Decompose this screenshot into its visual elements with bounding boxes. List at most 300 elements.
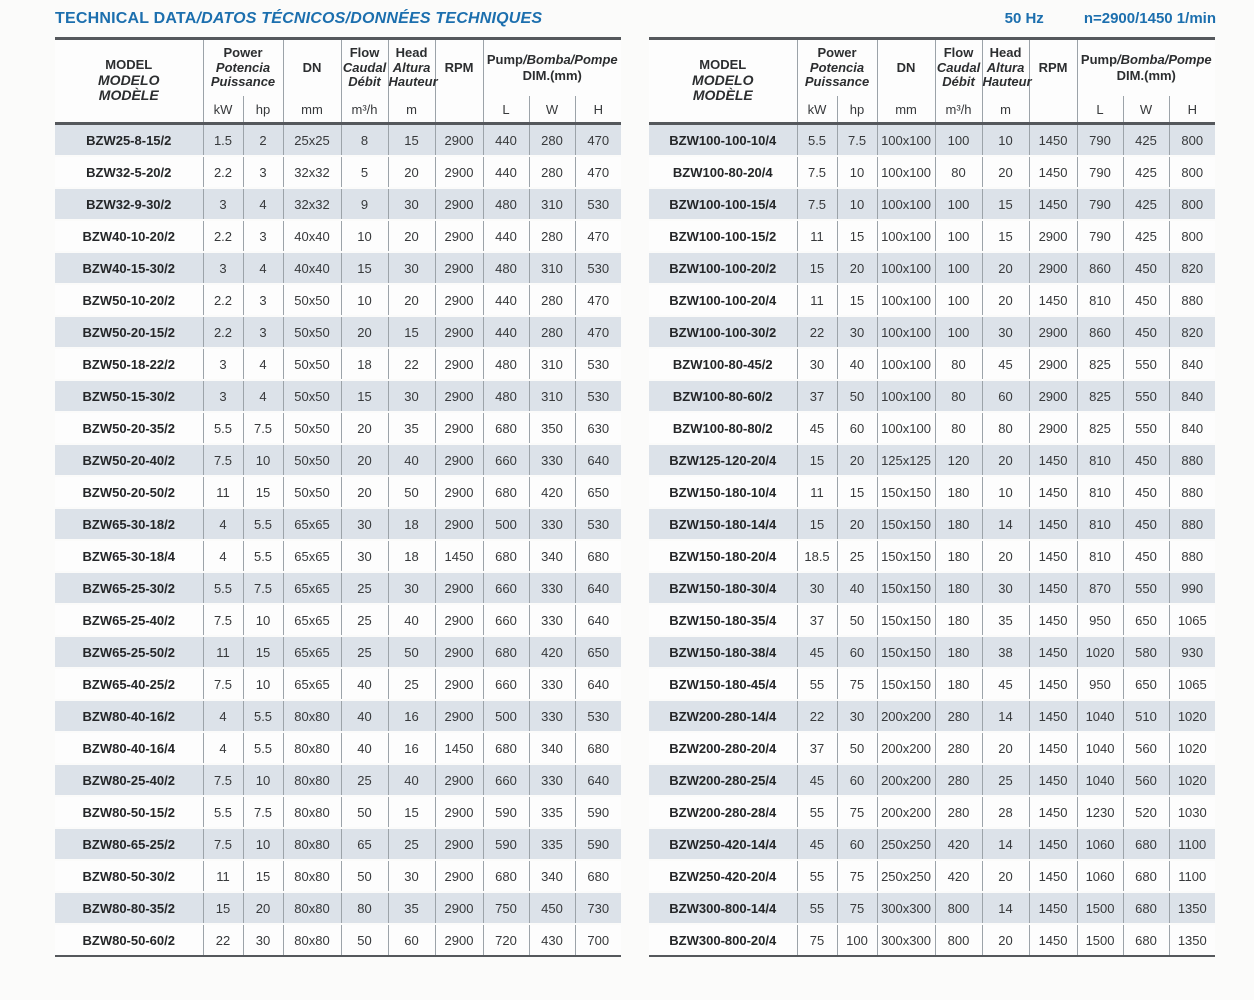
value-cell: 950 (1077, 668, 1123, 700)
value-cell: 680 (483, 412, 529, 444)
value-cell: 680 (483, 476, 529, 508)
value-cell: 10 (837, 156, 877, 188)
table-row (649, 828, 1215, 860)
table-row (55, 572, 621, 604)
model-cell: BZW100-80-20/4 (649, 156, 797, 188)
value-cell: 5.5 (243, 508, 283, 540)
unit-mm: mm (877, 96, 935, 124)
value-cell: 18 (388, 508, 435, 540)
unit-kw: kW (203, 96, 243, 124)
value-cell: 40 (388, 604, 435, 636)
value-cell: 1060 (1077, 860, 1123, 892)
value-cell: 2900 (435, 508, 483, 540)
table-row (55, 636, 621, 668)
value-cell: 180 (935, 508, 982, 540)
spec-table-right (649, 37, 1215, 957)
value-cell: 1500 (1077, 924, 1123, 956)
value-cell: 2900 (435, 892, 483, 924)
value-cell: 10 (341, 220, 388, 252)
model-cell: BZW100-100-30/2 (649, 316, 797, 348)
value-cell: 530 (575, 348, 621, 380)
value-cell: 60 (837, 636, 877, 668)
table-body-right (649, 124, 1215, 957)
value-cell: 640 (575, 604, 621, 636)
dimensions-column-header: Pump/Bomba/Pompe DIM.(mm) (1080, 51, 1212, 83)
table-row (55, 508, 621, 540)
spec-table-left (55, 37, 621, 957)
value-cell: 450 (1123, 316, 1169, 348)
frequency-label: 50 Hz (1004, 10, 1044, 27)
value-cell: 15 (341, 252, 388, 284)
value-cell: 32x32 (283, 188, 341, 220)
value-cell: 20 (982, 540, 1029, 572)
table-row (55, 924, 621, 956)
value-cell: 2900 (1029, 316, 1077, 348)
value-cell: 730 (575, 892, 621, 924)
unit-hp: hp (243, 96, 283, 124)
page-title (55, 10, 542, 28)
value-cell: 930 (1169, 636, 1215, 668)
value-cell: 800 (1169, 188, 1215, 220)
model-cell: BZW100-100-10/4 (649, 124, 797, 157)
value-cell: 330 (529, 668, 575, 700)
table-row (55, 284, 621, 316)
table-row (649, 860, 1215, 892)
value-cell: 100x100 (877, 252, 935, 284)
value-cell: 1450 (1029, 860, 1077, 892)
unit-hp: hp (837, 96, 877, 124)
model-cell: BZW65-30-18/4 (55, 540, 203, 572)
value-cell: 810 (1077, 508, 1123, 540)
table-row (649, 316, 1215, 348)
value-cell: 340 (529, 540, 575, 572)
value-cell: 25 (837, 540, 877, 572)
value-cell: 50x50 (283, 412, 341, 444)
value-cell: 1065 (1169, 604, 1215, 636)
model-cell: BZW65-40-25/2 (55, 668, 203, 700)
value-cell: 880 (1169, 444, 1215, 476)
value-cell: 38 (982, 636, 1029, 668)
flow-column-header: Flow Caudal Débit (341, 39, 388, 97)
model-cell: BZW80-50-60/2 (55, 924, 203, 956)
value-cell: 15 (243, 636, 283, 668)
value-cell: 530 (575, 380, 621, 412)
value-cell: 2900 (435, 668, 483, 700)
value-cell: 75 (837, 796, 877, 828)
value-cell: 950 (1077, 604, 1123, 636)
value-cell: 1450 (1029, 924, 1077, 956)
value-cell: 810 (1077, 284, 1123, 316)
table-row (649, 508, 1215, 540)
model-cell: BZW50-15-30/2 (55, 380, 203, 412)
value-cell: 2900 (435, 412, 483, 444)
value-cell: 20 (837, 444, 877, 476)
value-cell: 680 (575, 732, 621, 764)
value-cell: 60 (837, 764, 877, 796)
value-cell: 65x65 (283, 604, 341, 636)
value-cell: 280 (935, 796, 982, 828)
value-cell: 2900 (1029, 380, 1077, 412)
value-cell: 25 (341, 764, 388, 796)
table-row (649, 668, 1215, 700)
value-cell: 80 (935, 412, 982, 444)
value-cell: 40x40 (283, 252, 341, 284)
value-cell: 330 (529, 604, 575, 636)
value-cell: 1040 (1077, 700, 1123, 732)
value-cell: 50x50 (283, 284, 341, 316)
value-cell: 100x100 (877, 188, 935, 220)
value-cell: 680 (1123, 892, 1169, 924)
value-cell: 2900 (435, 252, 483, 284)
value-cell: 1450 (1029, 732, 1077, 764)
model-cell: BZW32-5-20/2 (55, 156, 203, 188)
value-cell: 4 (243, 380, 283, 412)
value-cell: 180 (935, 572, 982, 604)
value-cell: 10 (243, 828, 283, 860)
value-cell: 100 (935, 124, 982, 157)
value-cell: 880 (1169, 508, 1215, 540)
value-cell: 5 (341, 156, 388, 188)
unit-h: H (1169, 96, 1215, 124)
value-cell: 450 (529, 892, 575, 924)
value-cell: 750 (483, 892, 529, 924)
value-cell: 22 (388, 348, 435, 380)
value-cell: 45 (982, 348, 1029, 380)
value-cell: 45 (797, 828, 837, 860)
model-cell: BZW150-180-35/4 (649, 604, 797, 636)
value-cell: 2900 (435, 764, 483, 796)
value-cell: 660 (483, 444, 529, 476)
value-cell: 7.5 (837, 124, 877, 157)
value-cell: 1450 (1029, 604, 1077, 636)
value-cell: 7.5 (243, 412, 283, 444)
value-cell: 820 (1169, 252, 1215, 284)
value-cell: 80x80 (283, 732, 341, 764)
value-cell: 30 (837, 316, 877, 348)
value-cell: 310 (529, 188, 575, 220)
value-cell: 2900 (435, 284, 483, 316)
value-cell: 100x100 (877, 316, 935, 348)
value-cell: 180 (935, 540, 982, 572)
value-cell: 40 (341, 668, 388, 700)
value-cell: 440 (483, 316, 529, 348)
table-row (55, 732, 621, 764)
value-cell: 330 (529, 444, 575, 476)
value-cell: 1040 (1077, 732, 1123, 764)
model-cell: BZW80-40-16/2 (55, 700, 203, 732)
value-cell: 14 (982, 508, 1029, 540)
value-cell: 15 (982, 188, 1029, 220)
table-row (649, 156, 1215, 188)
value-cell: 25 (388, 668, 435, 700)
model-cell: BZW80-80-35/2 (55, 892, 203, 924)
value-cell: 15 (797, 508, 837, 540)
value-cell: 2900 (1029, 252, 1077, 284)
value-cell: 100 (935, 252, 982, 284)
value-cell: 660 (483, 604, 529, 636)
value-cell: 800 (935, 892, 982, 924)
value-cell: 10 (982, 476, 1029, 508)
value-cell: 700 (587, 932, 610, 948)
value-cell: 80x80 (283, 892, 341, 924)
table-row (649, 572, 1215, 604)
value-cell: 720 (483, 924, 529, 956)
page-title-en: TECHNICAL DATA (55, 10, 197, 27)
value-cell: 2900 (435, 828, 483, 860)
value-cell: 80x80 (283, 924, 341, 956)
value-cell: 65 (341, 828, 388, 860)
value-cell: 1450 (1029, 124, 1077, 157)
value-cell: 16 (388, 700, 435, 732)
value-cell: 20 (837, 252, 877, 284)
model-cell: BZW200-280-20/4 (649, 732, 797, 764)
value-cell: 310 (529, 380, 575, 412)
value-cell: 2900 (435, 188, 483, 220)
table-row (55, 764, 621, 796)
value-cell: 30 (388, 188, 435, 220)
value-cell: 280 (529, 284, 575, 316)
value-cell: 4 (243, 348, 283, 380)
value-cell: 1450 (1029, 828, 1077, 860)
model-cell: BZW200-280-14/4 (649, 700, 797, 732)
power-column-header: Power Potencia Puissance (203, 39, 283, 97)
value-cell: 14 (982, 700, 1029, 732)
value-cell: 10 (982, 124, 1029, 157)
value-cell: 425 (1123, 220, 1169, 252)
value-cell: 200x200 (877, 764, 935, 796)
value-cell: 1100 (1169, 860, 1215, 892)
value-cell: 680 (483, 540, 529, 572)
value-cell: 860 (1077, 252, 1123, 284)
value-cell: 100x100 (877, 124, 935, 157)
table-row (649, 348, 1215, 380)
model-cell: BZW250-420-14/4 (649, 828, 797, 860)
value-cell: 425 (1123, 188, 1169, 220)
table-row (649, 380, 1215, 412)
value-cell: 280 (935, 700, 982, 732)
value-cell: 430 (529, 924, 575, 956)
value-cell: 2.2 (203, 284, 243, 316)
header-bar (55, 10, 1216, 28)
value-cell: 590 (575, 796, 621, 828)
value-cell: 1450 (1029, 636, 1077, 668)
value-cell: 2900 (435, 220, 483, 252)
value-cell: 1450 (1029, 444, 1077, 476)
value-cell: 20 (982, 860, 1029, 892)
value-cell: 75 (837, 892, 877, 924)
value-cell: 55 (797, 796, 837, 828)
table-row (649, 252, 1215, 284)
value-cell: 20 (388, 156, 435, 188)
value-cell: 20 (982, 156, 1029, 188)
table-row (55, 668, 621, 700)
value-cell: 335 (529, 828, 575, 860)
dimensions-column-header: Pump/Bomba/Pompe DIM.(mm) (486, 51, 618, 83)
value-cell: 5.5 (243, 732, 283, 764)
value-cell: 280 (935, 764, 982, 796)
value-cell: 80 (935, 156, 982, 188)
value-cell: 1020 (1169, 732, 1215, 764)
value-cell: 2900 (435, 444, 483, 476)
value-cell: 100x100 (877, 412, 935, 444)
value-cell: 10 (243, 764, 283, 796)
model-cell: BZW100-100-20/4 (649, 284, 797, 316)
value-cell: 180 (935, 668, 982, 700)
value-cell: 2900 (435, 636, 483, 668)
value-cell: 1450 (1029, 540, 1077, 572)
value-cell: 50 (388, 636, 435, 668)
value-cell: 30 (243, 924, 283, 956)
value-cell: 5.5 (203, 796, 243, 828)
unit-l: L (1077, 96, 1123, 124)
value-cell: 510 (1123, 700, 1169, 732)
table-row (55, 444, 621, 476)
table-row (55, 476, 621, 508)
value-cell: 10 (837, 188, 877, 220)
value-cell: 520 (1123, 796, 1169, 828)
model-cell: BZW150-180-38/4 (649, 636, 797, 668)
value-cell: 9 (341, 188, 388, 220)
rpm-column-header: RPM (435, 39, 483, 97)
value-cell: 37 (797, 380, 837, 412)
value-cell: 280 (529, 156, 575, 188)
value-cell: 790 (1077, 124, 1123, 157)
value-cell: 250x250 (877, 828, 935, 860)
value-cell: 20 (341, 316, 388, 348)
value-cell: 3 (203, 188, 243, 220)
model-cell: BZW80-65-25/2 (55, 828, 203, 860)
unit-h: H (575, 96, 621, 124)
value-cell: 680 (483, 732, 529, 764)
page-title-translations: /DATOS TÉCNICOS/DONNÉES TECHNIQUES (196, 10, 543, 27)
value-cell: 60 (837, 412, 877, 444)
value-cell: 30 (388, 572, 435, 604)
value-cell: 2.2 (203, 220, 243, 252)
table-header (649, 39, 1215, 124)
value-cell: 7.5 (203, 828, 243, 860)
value-cell: 300x300 (877, 892, 935, 924)
value-cell: 590 (575, 828, 621, 860)
value-cell: 150x150 (877, 572, 935, 604)
value-cell: 650 (1123, 604, 1169, 636)
value-cell: 3 (243, 220, 283, 252)
value-cell: 7.5 (203, 764, 243, 796)
table-row (55, 252, 621, 284)
value-cell: 200x200 (877, 796, 935, 828)
model-cell: BZW150-180-14/4 (649, 508, 797, 540)
table-row (649, 284, 1215, 316)
value-cell: 10 (243, 444, 283, 476)
value-cell: 650 (1123, 668, 1169, 700)
model-cell: BZW100-100-15/2 (649, 220, 797, 252)
value-cell: 40 (341, 700, 388, 732)
value-cell: 60 (837, 828, 877, 860)
value-cell: 55 (797, 892, 837, 924)
value-cell: 1450 (1029, 156, 1077, 188)
table-row (55, 380, 621, 412)
value-cell: 680 (1123, 860, 1169, 892)
value-cell: 65x65 (283, 636, 341, 668)
value-cell: 680 (575, 540, 621, 572)
value-cell: 50 (837, 604, 877, 636)
model-cell: BZW65-25-30/2 (55, 572, 203, 604)
value-cell: 680 (1123, 924, 1169, 956)
value-cell: 3 (243, 156, 283, 188)
value-cell: 1060 (1077, 828, 1123, 860)
value-cell: 50 (837, 732, 877, 764)
value-cell: 40 (341, 732, 388, 764)
value-cell: 250x250 (877, 860, 935, 892)
value-cell: 800 (1169, 156, 1215, 188)
value-cell: 1030 (1169, 796, 1215, 828)
value-cell: 20 (982, 444, 1029, 476)
value-cell: 100 (935, 316, 982, 348)
value-cell: 20 (341, 412, 388, 444)
table-row (649, 604, 1215, 636)
value-cell: 340 (529, 860, 575, 892)
value-cell: 4 (203, 508, 243, 540)
value-cell: 810 (1077, 444, 1123, 476)
value-cell: 45 (797, 412, 837, 444)
value-cell: 100x100 (877, 348, 935, 380)
value-cell: 20 (388, 284, 435, 316)
unit-rpm-empty (1029, 96, 1077, 124)
unit-rpm-empty (435, 96, 483, 124)
value-cell: 2.2 (203, 156, 243, 188)
value-cell: 120 (935, 444, 982, 476)
value-cell: 25 (341, 604, 388, 636)
value-cell: 50 (341, 924, 388, 956)
value-cell: 16 (388, 732, 435, 764)
value-cell: 40 (388, 764, 435, 796)
value-cell: 7.5 (203, 668, 243, 700)
unit-w: W (1123, 96, 1169, 124)
value-cell: 650 (575, 476, 621, 508)
value-cell: 2900 (435, 572, 483, 604)
value-cell: 1450 (1029, 764, 1077, 796)
model-cell: BZW150-180-20/4 (649, 540, 797, 572)
value-cell: 310 (529, 348, 575, 380)
value-cell: 30 (388, 380, 435, 412)
table-row (649, 220, 1215, 252)
table-row (649, 796, 1215, 828)
value-cell: 45 (982, 668, 1029, 700)
unit-mm: mm (283, 96, 341, 124)
value-cell: 590 (483, 828, 529, 860)
value-cell: 990 (1169, 572, 1215, 604)
value-cell: 60 (982, 380, 1029, 412)
value-cell: 470 (575, 316, 621, 348)
value-cell: 37 (797, 604, 837, 636)
value-cell: 880 (1169, 540, 1215, 572)
value-cell: 80 (935, 380, 982, 412)
value-cell: 5.5 (243, 540, 283, 572)
value-cell: 80x80 (283, 828, 341, 860)
model-cell: BZW32-9-30/2 (55, 188, 203, 220)
value-cell: 560 (1123, 732, 1169, 764)
value-cell: 1450 (435, 732, 483, 764)
operating-conditions (1005, 10, 1216, 27)
value-cell: 1020 (1169, 700, 1215, 732)
value-cell: 660 (483, 668, 529, 700)
value-cell: 150x150 (877, 668, 935, 700)
value-cell: 15 (203, 892, 243, 924)
value-cell: 3 (203, 348, 243, 380)
value-cell: 4 (203, 700, 243, 732)
value-cell: 1.5 (203, 124, 243, 157)
value-cell: 550 (1123, 348, 1169, 380)
value-cell: 30 (837, 700, 877, 732)
